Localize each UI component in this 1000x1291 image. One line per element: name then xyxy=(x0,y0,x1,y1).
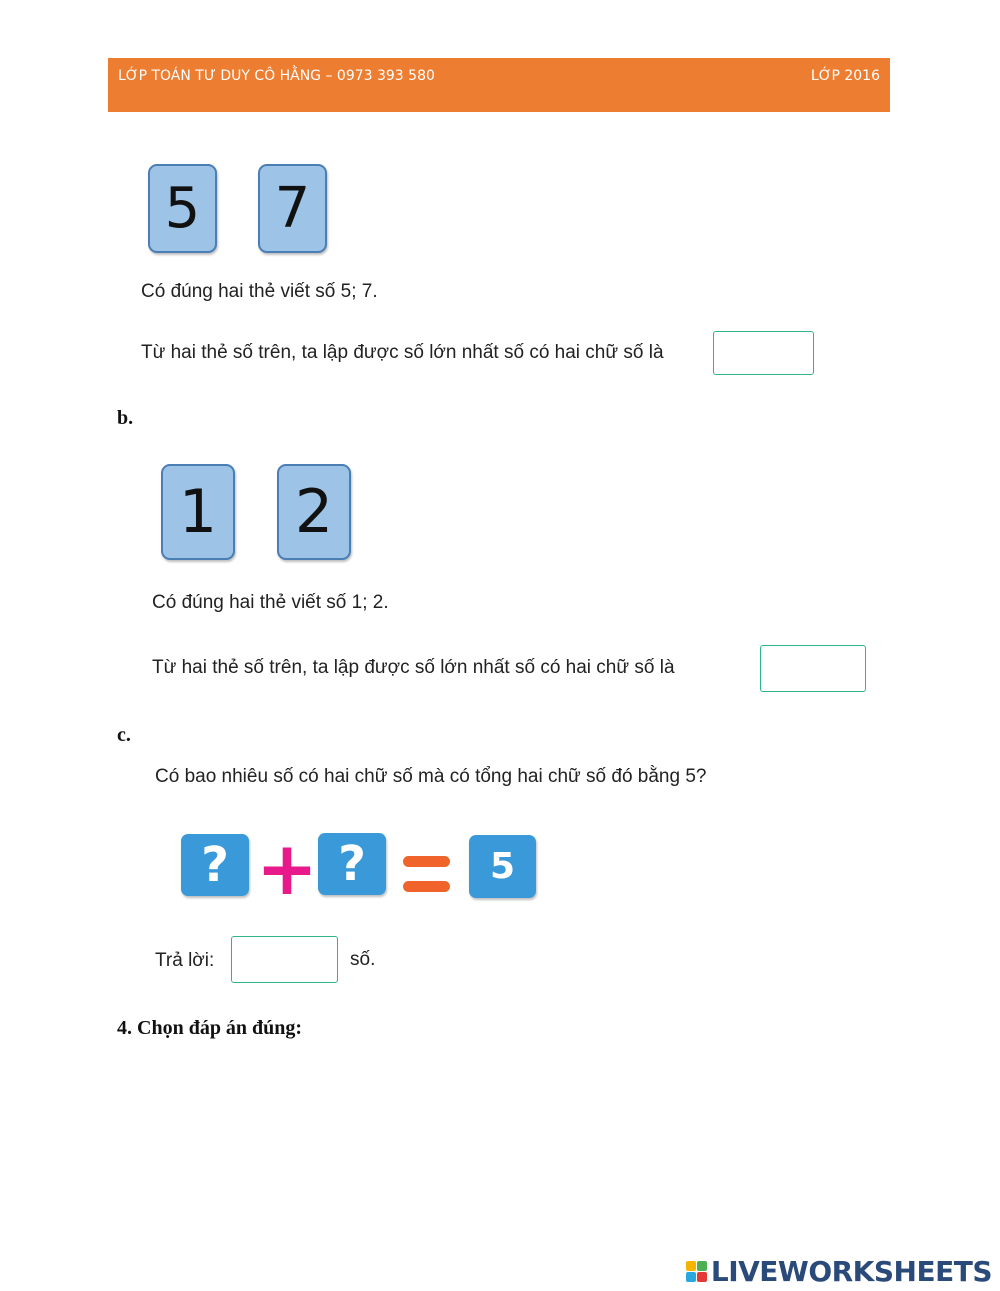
header-right-text: LỚP 2016 xyxy=(810,68,880,84)
plus-sign-icon: + xyxy=(256,826,319,912)
number-card-1: 1 xyxy=(161,464,235,560)
part-c-answer-input[interactable] xyxy=(231,936,338,983)
part-b-label: b. xyxy=(117,407,134,429)
number-card-2: 2 xyxy=(277,464,351,560)
part-b-answer-input[interactable] xyxy=(760,645,866,692)
part-b-statement: Có đúng hai thẻ viết số 1; 2. xyxy=(152,592,389,613)
liveworksheets-logo xyxy=(686,1255,992,1288)
answer-label: Trả lời: xyxy=(155,950,215,971)
part-a-answer-input[interactable] xyxy=(713,331,814,375)
answer-suffix: số. xyxy=(350,949,376,970)
part-c-label: c. xyxy=(117,724,131,746)
part-b-question: Từ hai thẻ số trên, ta lập được số lớn nhất số có hai chữ số là xyxy=(152,657,675,678)
logo-mark-icon xyxy=(686,1261,707,1282)
part-c-question: Có bao nhiêu số có hai chữ số mà có tổng hai chữ số đó bằng 5? xyxy=(155,766,707,787)
logo-text: LIVEWORKSHEETS xyxy=(710,1255,992,1288)
part-a-question: Từ hai thẻ số trên, ta lập được số lớn nhất số có hai chữ số là xyxy=(141,342,664,363)
section-4-heading: 4. Chọn đáp án đúng: xyxy=(117,1017,303,1039)
question-mark-box-2: ? xyxy=(318,833,386,895)
result-box-5: 5 xyxy=(469,835,536,898)
number-card-7: 7 xyxy=(258,164,327,253)
number-card-5: 5 xyxy=(148,164,217,253)
part-a-statement: Có đúng hai thẻ viết số 5; 7. xyxy=(141,281,378,302)
page-header xyxy=(108,58,890,112)
header-left-text: LỚP TOÁN TƯ DUY CÔ HẰNG – 0973 393 580 xyxy=(118,68,435,84)
question-mark-box-1: ? xyxy=(181,834,249,896)
